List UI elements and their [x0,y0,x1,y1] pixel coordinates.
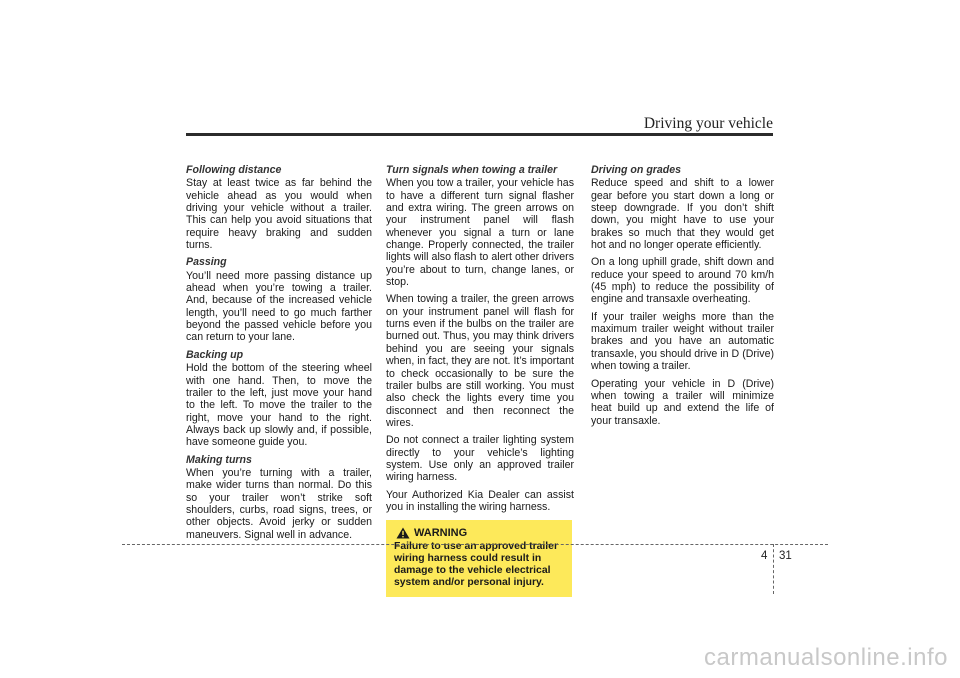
section-paragraph: Stay at least twice as far behind the vehicle ahead as you would when driving your vehicle without a trailer. This can help you avoid situations that require heavy braking and sudden turns. [186,177,372,252]
section-heading: Making turns [186,453,252,466]
page-number: 31 [779,550,792,562]
section-title: Driving your vehicle [643,115,773,132]
section-paragraph: When towing a trailer, the green arrows on your instrument panel will flash for turns even if the bulbs on the trailer are burned out. Thus, you may think drivers behind you are seeing your signals when, in fact, they are not. It’s important to check occasionally to be sure the trailer bulbs are still working. You must also check the lights every time you disconnect and then reconnect the wires. [386,293,574,429]
warning-box [386,520,572,596]
footer-rule [122,544,828,545]
section-passing [186,256,372,343]
section-following-distance [186,164,372,251]
warning-label: WARNING [414,527,468,540]
section-heading: Driving on grades [591,164,682,176]
section-paragraph: Hold the bottom of the steering wheel with one hand. Then, to move the trailer to the left, just move your hand to the left. To move the trailer to the right, move your hand to the right. Always back up slowly and, if possible, have someone guide you. [186,362,372,449]
section-heading: Turn signals when towing a trailer [386,164,558,176]
chapter-number: 4 [761,550,768,562]
column-1 [186,164,372,546]
section-paragraph: On a long uphill grade, shift down and reduce your speed to around 70 km/h (45 mph) to reduce the possibility of engine and transaxle overheating. [591,256,774,306]
section-heading: Backing up [186,348,244,361]
warning-header [396,527,564,539]
section-paragraph: Do not connect a trailer lighting system directly to your vehicle’s lighting system. Use only an approved trailer wiring harness. [386,434,574,484]
page-divider [773,544,774,594]
section-making-turns [186,454,372,541]
section-paragraph: When you’re turning with a trailer, make wider turns than normal. Do this so your trailer won’t strike soft shoulders, curbs, road signs, trees, or other objects. Avoid jerky or sudden maneuvers. Signal well in advance. [186,466,372,541]
warning-triangle-icon [396,527,410,539]
warning-text: Failure to use an approved trailer wiring harness could result in damage to the vehicle electrical system and/or personal injury. [394,540,558,588]
section-paragraph: Your Authorized Kia Dealer can assist you in installing the wiring harness. [386,488,574,513]
section-backing-up [186,349,372,449]
section-paragraph: When you tow a trailer, your vehicle has to have a different turn signal flasher and extra wiring. The green arrows on your instrument panel will flash whenever you signal a turn or lane change. Properly connected, the trailer lights will also flash to alert other drivers you’re about to turn, change lanes, or stop. [386,177,574,289]
column-3 [591,164,774,432]
section-paragraph: Operating your vehicle in D (Drive) when towing a trailer will minimize heat build up and extend the life of your transaxle. [591,377,774,427]
section-heading: Passing [186,256,227,269]
header-rule [186,133,773,136]
section-paragraph: Reduce speed and shift to a lower gear before you start down a long or steep downgrade. If you don’t shift down, you might have to use your brakes so much that they would get hot and no longer operate efficiently. [591,177,774,252]
column-2 [386,164,574,597]
section-turn-signals [386,164,574,513]
section-heading: Following distance [186,164,282,176]
section-driving-on-grades [591,164,774,427]
watermark: carmanualsonline.info [704,644,948,671]
section-paragraph: If your trailer weighs more than the maximum trailer weight without trailer brakes and you have an automatic transaxle, you should drive in D (Drive) when towing a trailer. [591,310,774,373]
section-paragraph: You’ll need more passing distance up ahead when you’re towing a trailer. And, because of the increased vehicle length, you’ll need to go much farther beyond the passed vehicle before you can return to your lane. [186,269,372,344]
